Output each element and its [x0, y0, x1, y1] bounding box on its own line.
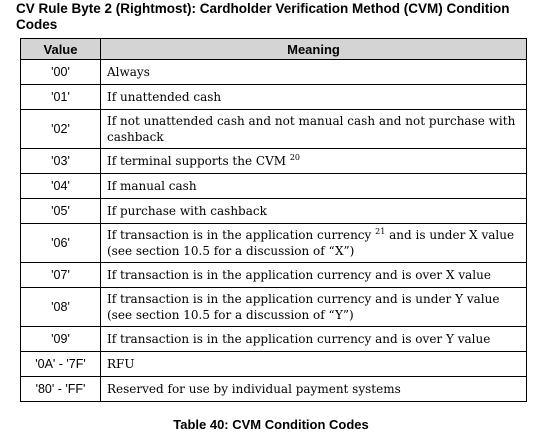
column-header-meaning: Meaning: [101, 39, 527, 60]
meaning-cell: [101, 224, 527, 263]
meaning-cell: [101, 199, 527, 224]
value-cell: '07': [21, 263, 101, 288]
table-row: [21, 199, 527, 224]
table-row: [21, 288, 527, 327]
cvm-condition-codes-table: [20, 38, 527, 402]
meaning-cell: [101, 352, 527, 377]
meaning-text: RFU: [107, 357, 135, 371]
table-row: [21, 149, 527, 174]
meaning-text: If transaction is in the application currency and is over Y value: [107, 332, 491, 346]
meaning-text: Always: [107, 65, 150, 79]
meaning-text: If not unattended cash and not manual cash and not purchase with cashback: [107, 114, 516, 144]
value-cell: '04': [21, 174, 101, 199]
meaning-cell: [101, 263, 527, 288]
meaning-cell: [101, 149, 527, 174]
meaning-cell: [101, 377, 527, 402]
value-cell: '02': [21, 110, 101, 149]
value-cell: '80' - 'FF': [21, 377, 101, 402]
table-caption: Table 40: CVM Condition Codes: [173, 417, 369, 432]
table-row: [21, 327, 527, 352]
table-row: [21, 224, 527, 263]
table-row: [21, 377, 527, 402]
meaning-text: If manual cash: [107, 179, 197, 193]
value-cell: '05': [21, 199, 101, 224]
value-cell: '00': [21, 60, 101, 85]
table-row: [21, 85, 527, 110]
value-cell: '09': [21, 327, 101, 352]
meaning-cell: [101, 60, 527, 85]
meaning-text: If purchase with cashback: [107, 204, 267, 218]
value-cell: '08': [21, 288, 101, 327]
column-header-value: Value: [21, 39, 101, 60]
meaning-cell: [101, 110, 527, 149]
table-row: [21, 174, 527, 199]
meaning-cell: [101, 327, 527, 352]
meaning-text: If transaction is in the application currency: [107, 228, 372, 242]
meaning-text: Reserved for use by individual payment systems: [107, 382, 401, 396]
meaning-cell: [101, 85, 527, 110]
meaning-text: If terminal supports the CVM: [107, 154, 287, 168]
value-cell: '0A' - '7F': [21, 352, 101, 377]
meaning-text-continued: and is under X value (see section 10.5 for a discussion of “X”): [107, 228, 515, 258]
table-row: [21, 352, 527, 377]
table-row: [21, 110, 527, 149]
table-header-row: [21, 39, 527, 60]
meaning-text: If unattended cash: [107, 90, 222, 104]
meaning-text: If transaction is in the application currency and is under Y value (see section 10.5 for a discussion of “Y”): [107, 292, 500, 322]
table-row: [21, 263, 527, 288]
footnote-reference: 20: [289, 153, 301, 162]
value-cell: '01': [21, 85, 101, 110]
section-heading: CV Rule Byte 2 (Rightmost): Cardholder Verification Method (CVM) Condition Codes: [16, 1, 510, 32]
meaning-text: If transaction is in the application currency and is over X value: [107, 268, 491, 282]
table-row: [21, 60, 527, 85]
value-cell: '06': [21, 224, 101, 263]
meaning-cell: [101, 288, 527, 327]
footnote-reference: 21: [375, 227, 386, 236]
value-cell: '03': [21, 149, 101, 174]
meaning-cell: [101, 174, 527, 199]
